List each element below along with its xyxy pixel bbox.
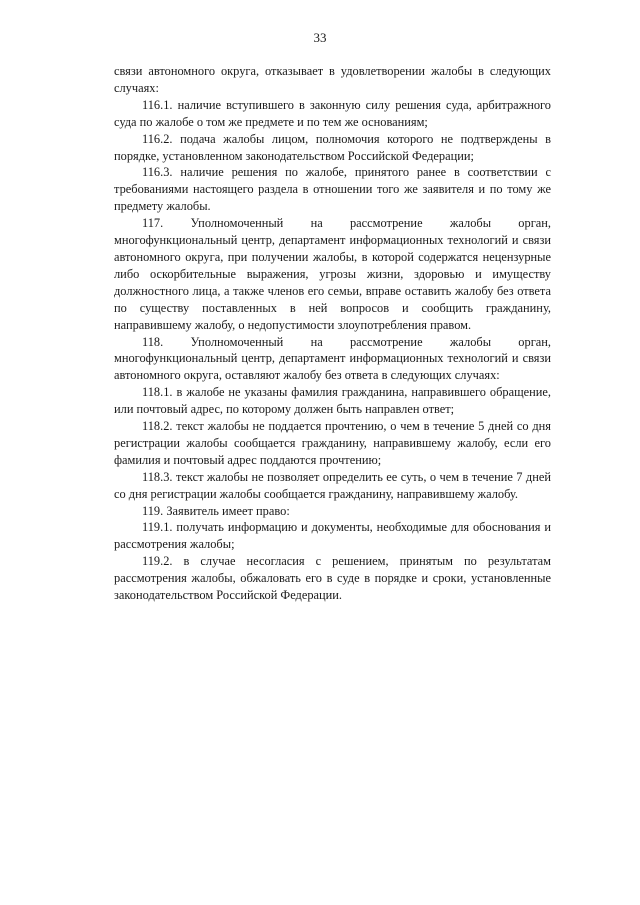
paragraph-116-continuation: связи автономного округа, отказывает в удовлетворении жалобы в следующих случаях: [114,64,551,95]
paragraph-119: 119. Заявитель имеет право: [142,503,290,518]
paragraph-118-3: 118.3. текст жалобы не позволяет определить ее суть, о чем в течение 7 дней со дня регистрации жалобы сообщается гражданину, направившему жалобу. [114,469,551,501]
paragraph-117: 117. Уполномоченный на рассмотрение жалобы орган, многофункциональный центр, департамент информационных технологий и связи автономного округа, при получении жалобы, в которой содержатся нецензурные либо оскорбительные выражения, угрозы жизни, здоровью и имуществу должностного лица, а также членов его семьи, вправе оставить жалобу без ответа по существу поставленных в ней вопросов и сообщить гражданину, направившему жалобу, о недопустимости злоупотребления правом. [114,216,551,332]
paragraph-118-2: 118.2. текст жалобы не поддается прочтению, о чем в течение 5 дней со дня регистрации жалобы сообщается гражданину, направившему жалобу, если его фамилия и почтовый адрес поддаются прочтению; [114,419,551,467]
paragraph-116-1: 116.1. наличие вступившего в законную силу решения суда, арбитражного суда по жалобе о том же предмете и по тем же основаниям; [114,97,551,129]
page-number: 33 [313,30,327,45]
paragraph-118-1: 118.1. в жалобе не указаны фамилия гражданина, направившего обращение, или почтовый адрес, по которому должен быть направлен ответ; [114,385,551,417]
paragraph-119-2: 119.2. в случае несогласия с решением, принятым по результатам рассмотрения жалобы, обжаловать его в суде в порядке и сроки, установленные законодательством Российской Федерации. [114,554,551,603]
paragraph-118: 118. Уполномоченный на рассмотрение жалобы орган, многофункциональный центр, департамент информационных технологий и связи автономного округа, оставляют жалобу без ответа в следующих случаях: [114,334,551,383]
paragraph-119-1: 119.1. получать информацию и документы, необходимые для обоснования и рассмотрения жалобы; [114,520,551,552]
document-body [114,63,551,604]
paragraph-116-3: 116.3. наличие решения по жалобе, принятого ранее в соответствии с требованиями настоящего раздела в отношении того же заявителя и по тому же предмету жалобы. [114,165,551,214]
paragraph-116-2: 116.2. подача жалобы лицом, полномочия которого не подтверждены в порядке, установленном законодательством Российской Федерации; [114,131,551,163]
